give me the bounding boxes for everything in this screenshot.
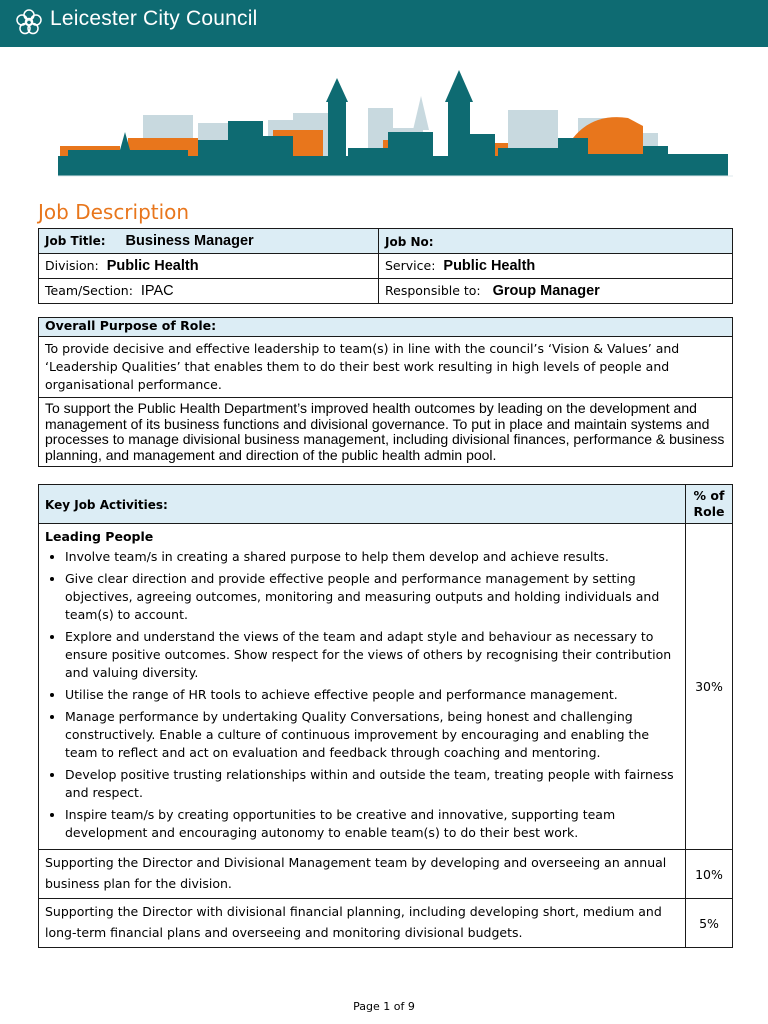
activity-row-percent: 10% — [686, 850, 733, 899]
org-name: Leicester City Council — [50, 7, 258, 30]
leading-people-list — [45, 548, 679, 842]
service-cell — [379, 254, 733, 279]
list-item: • Give clear direction and provide effective people and performance management by setting objectives, agreeing outcomes, monitoring and measuring outputs and holding individuals and team(s) to account. — [65, 570, 679, 624]
list-item: • Utilise the range of HR tools to achieve effective people and performance management. — [65, 686, 679, 704]
city-skyline-illustration — [38, 68, 733, 180]
list-item: • Involve team/s in creating a shared purpose to help them develop and achieve results. — [65, 548, 679, 566]
list-item: • Explore and understand the views of the team and adapt style and behaviour as necessary to ensure positive outcomes. Show respect for the views of others by recognising their contribution and valuing diversity. — [65, 628, 679, 682]
leading-people-title: Leading People — [45, 529, 154, 544]
division-value: Public Health — [106, 258, 199, 274]
job-details-table — [38, 228, 733, 304]
job-title-cell — [39, 229, 379, 254]
service-label: Service: — [385, 258, 436, 273]
purpose-heading: Overall Purpose of Role: — [45, 318, 217, 333]
rose-logo-icon — [15, 8, 43, 36]
job-title-label: Job Title: — [45, 234, 106, 248]
activity-row-text: Supporting the Director with divisional financial planning, including developing short, medium and long-term financial plans and overseeing and monitoring divisional budgets. — [39, 899, 686, 948]
job-title-value: Business Manager — [125, 233, 254, 249]
team-value: IPAC — [140, 283, 174, 299]
pct-heading: % of Role — [686, 485, 733, 524]
list-item: • Inspire team/s by creating opportunities to be creative and innovative, supporting team development and encouraging autonomy to enable team(s) to do their best work. — [65, 806, 679, 842]
purpose-paragraph-2: To support the Public Health Department’s improved health outcomes by leading on the development and management of its business functions and divisional governance. To put in place and maintain systems and processes to manage divisional business management, including divisional finances, performance & business planning, and management and direction of the public health admin pool. — [39, 398, 733, 467]
team-label: Team/Section: — [45, 283, 133, 298]
activity-row-percent: 5% — [686, 899, 733, 948]
activities-heading: Key Job Activities: — [45, 497, 168, 512]
responsible-cell — [379, 279, 733, 304]
list-item: • Manage performance by undertaking Quality Conversations, being honest and challenging constructively. Enable a culture of continuous improvement by encouraging and enabling the team to reflect and act on evaluation and feedback through coaching and mentoring. — [65, 708, 679, 762]
service-value: Public Health — [443, 258, 536, 274]
leading-people-cell — [39, 524, 686, 850]
purpose-paragraph-1: To provide decisive and effective leadership to team(s) in line with the council’s ‘Vision & Values’ and ‘Leadership Qualities’ that enables them to do their best work resulting in high levels of people and organisational performance. — [39, 337, 733, 398]
activity-row-text: Supporting the Director and Divisional Management team by developing and overseeing an annual business plan for the division. — [39, 850, 686, 899]
activities-heading-cell — [39, 485, 686, 524]
document-title: Job Description — [38, 200, 190, 224]
leading-people-percent: 30% — [686, 524, 733, 850]
list-item: • Develop positive trusting relationships within and outside the team, treating people with fairness and respect. — [65, 766, 679, 802]
purpose-table — [38, 317, 733, 467]
job-no-cell — [379, 229, 733, 254]
header-bar — [0, 0, 768, 47]
job-no-label: Job No: — [385, 234, 434, 249]
purpose-heading-cell — [39, 318, 733, 337]
team-cell — [39, 279, 379, 304]
page-number: Page 1 of 9 — [353, 1000, 415, 1013]
division-label: Division: — [45, 258, 99, 273]
activities-table — [38, 484, 733, 948]
responsible-label: Responsible to: — [385, 283, 481, 298]
responsible-value: Group Manager — [492, 283, 600, 299]
division-cell — [39, 254, 379, 279]
